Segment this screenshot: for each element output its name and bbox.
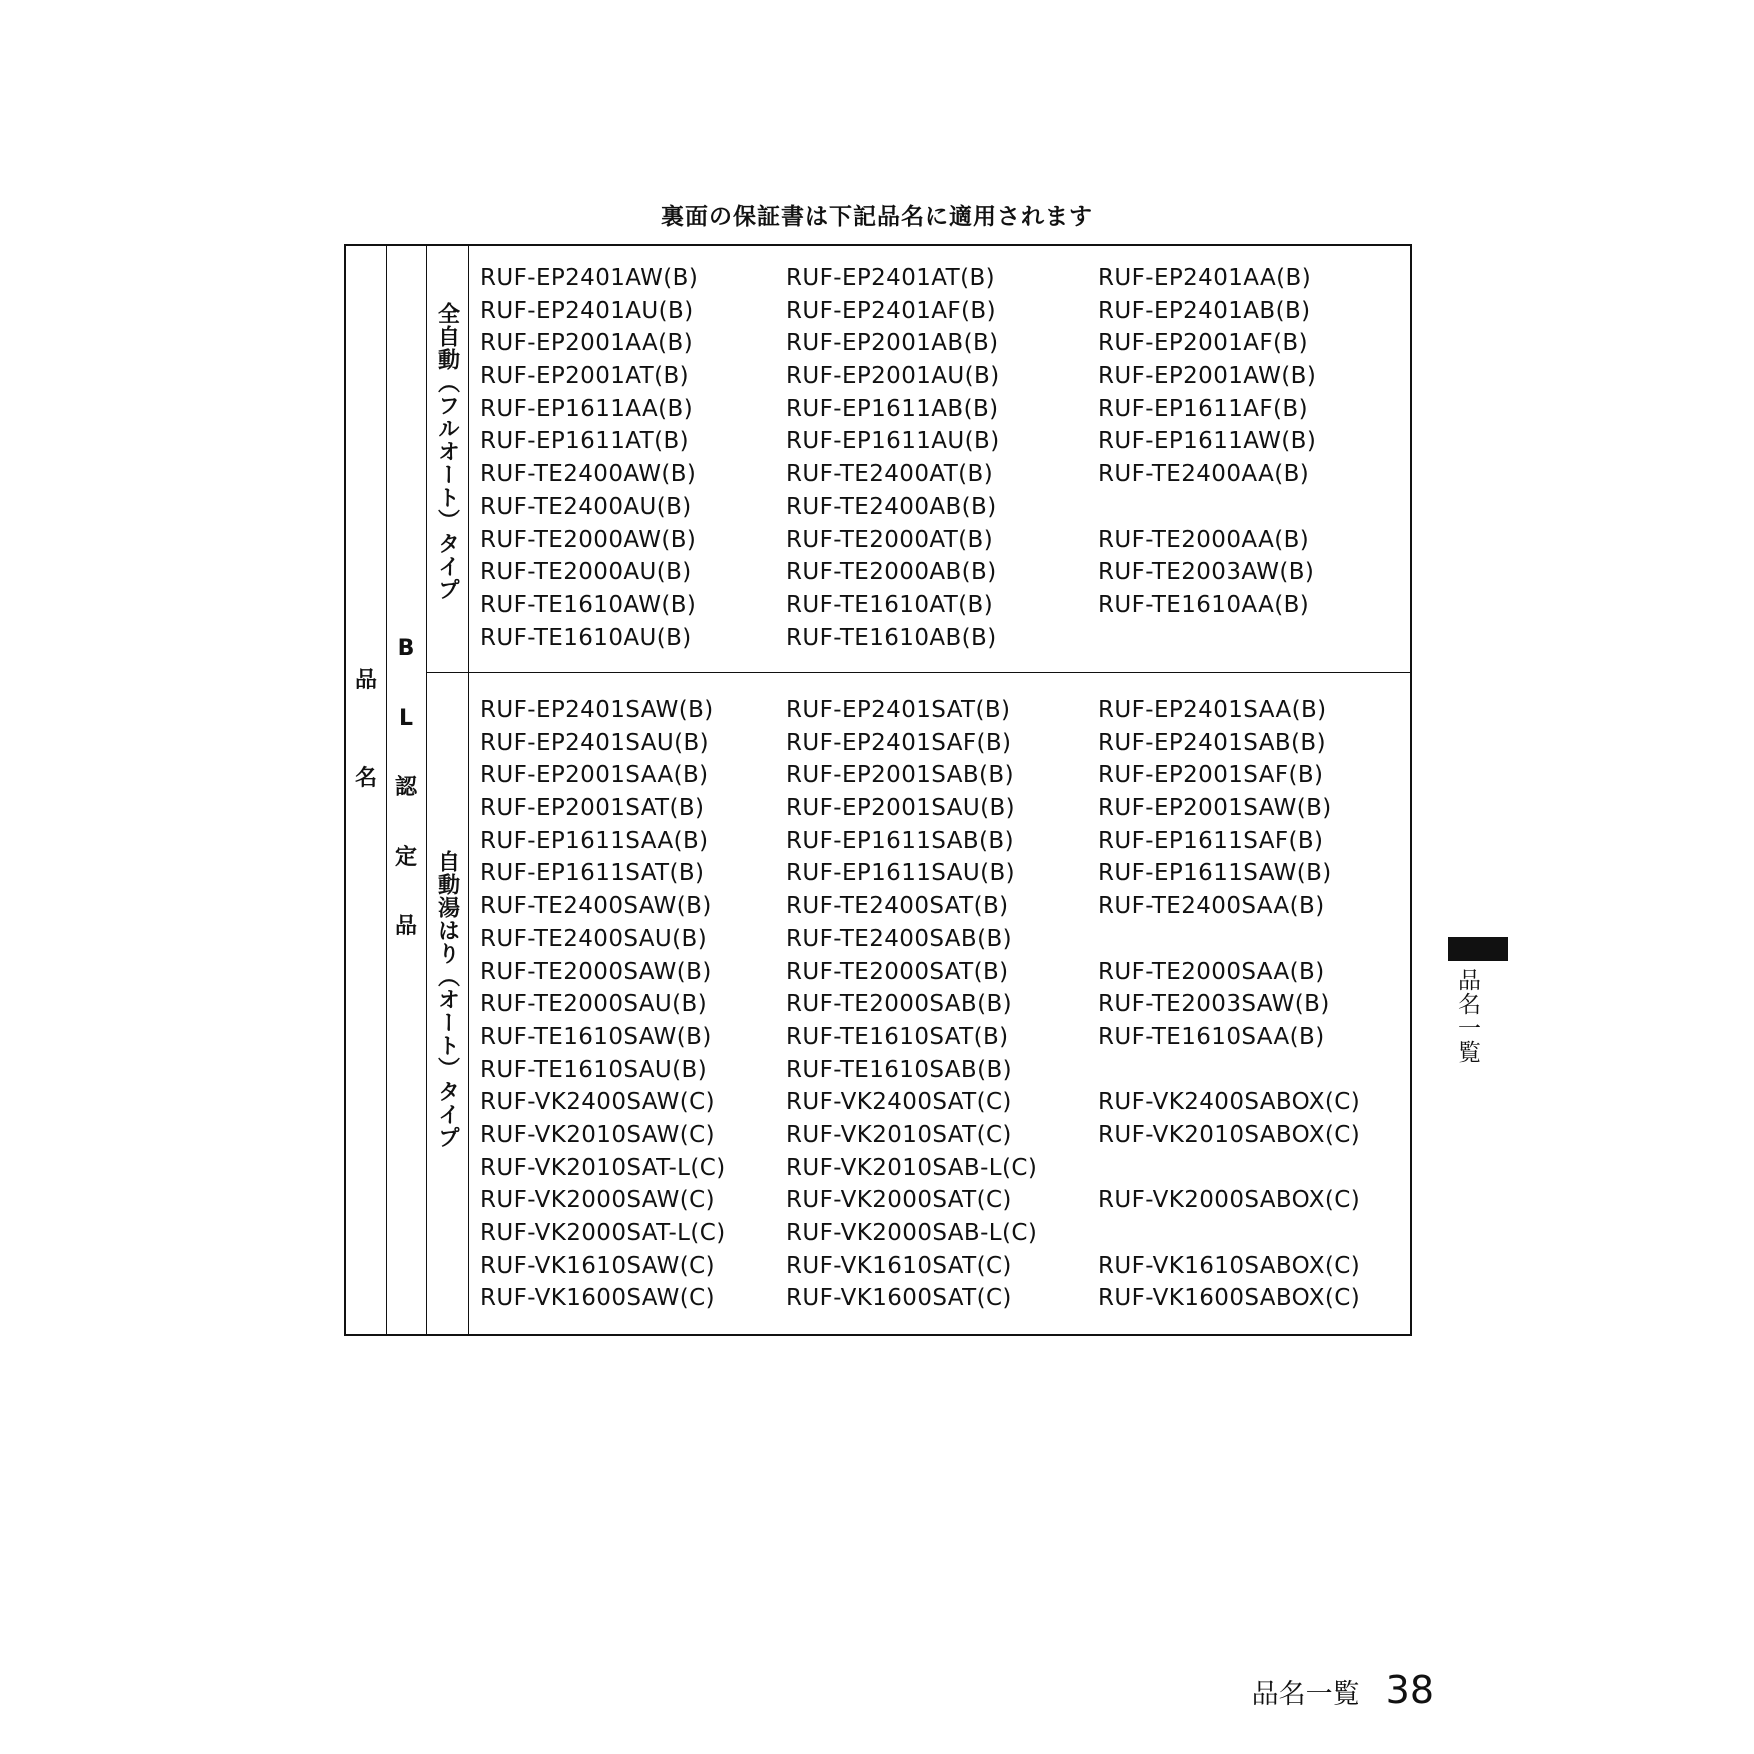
model-name: RUF-VK2400SAT(C) xyxy=(786,1089,1012,1116)
page-title: 裏面の保証書は下記品名に適用されます xyxy=(661,204,1093,230)
model-name: RUF-TE2000SAB(B) xyxy=(786,991,1013,1018)
model-name: RUF-EP1611SAA(B) xyxy=(480,827,709,854)
model-name: RUF-TE1610SAA(B) xyxy=(1098,1023,1325,1050)
bl-certified-label xyxy=(386,638,426,938)
model-name: RUF-EP2401AW(B) xyxy=(480,265,699,291)
model-name: RUF-TE2400AU(B) xyxy=(480,493,692,520)
model-name: RUF-VK2010SAT-L(C) xyxy=(480,1154,726,1181)
model-name: RUF-VK2000SAB-L(C) xyxy=(786,1220,1038,1246)
model-name: RUF-TE1610AU(B) xyxy=(480,624,692,651)
model-name: RUF-EP2001AF(B) xyxy=(1098,330,1308,357)
model-name: RUF-EP1611AA(B) xyxy=(480,395,694,422)
model-name: RUF-TE2000SAW(B) xyxy=(480,958,712,985)
type-full-auto-label: 全自動（フルオート）タイプ xyxy=(434,302,460,601)
hinmei-label xyxy=(346,670,386,790)
model-name: RUF-TE2400SAB(B) xyxy=(786,925,1013,952)
model-name: RUF-VK1600SAW(C) xyxy=(480,1285,715,1312)
model-name: RUF-TE2400SAU(B) xyxy=(480,925,708,952)
model-name: RUF-TE2003SAW(B) xyxy=(1098,991,1330,1018)
footer-section-title: 品名一覧 xyxy=(1251,1679,1360,1710)
model-name: RUF-TE1610SAT(B) xyxy=(786,1023,1009,1050)
model-name: RUF-VK2010SAB-L(C) xyxy=(786,1154,1038,1181)
model-name: RUF-TE1610SAW(B) xyxy=(480,1023,712,1050)
model-name: RUF-EP2401AF(B) xyxy=(786,297,996,324)
model-name: RUF-VK2010SAW(C) xyxy=(480,1121,715,1148)
model-name: RUF-EP1611AT(B) xyxy=(480,428,690,455)
model-name: RUF-VK1610SAW(C) xyxy=(480,1252,715,1279)
model-name: RUF-EP1611SAF(B) xyxy=(1098,827,1324,854)
model-name: RUF-VK1610SABOX(C) xyxy=(1098,1252,1361,1279)
model-name: RUF-VK2000SAT(C) xyxy=(786,1187,1012,1214)
model-name: RUF-TE2000AB(B) xyxy=(786,559,997,586)
model-name: RUF-EP1611AU(B) xyxy=(786,428,1000,455)
model-name: RUF-TE2000AU(B) xyxy=(480,559,692,586)
model-name: RUF-EP2001SAW(B) xyxy=(1098,795,1332,822)
type-auto-label: 自動湯はり（オート）タイプ xyxy=(434,850,460,1149)
model-name: RUF-EP2001AA(B) xyxy=(480,330,694,357)
model-name: RUF-VK2000SABOX(C) xyxy=(1098,1187,1361,1214)
side-index-label: 品名一覧 xyxy=(1454,968,1480,1064)
page-footer xyxy=(1252,1668,1434,1712)
hinmei-char: 名 xyxy=(354,766,377,791)
page-number: 38 xyxy=(1385,1668,1434,1712)
model-name: RUF-EP2401AB(B) xyxy=(1098,297,1311,324)
row-divider xyxy=(426,672,1410,673)
model-name: RUF-EP2401SAT(B) xyxy=(786,697,1011,723)
model-name: RUF-TE2000AT(B) xyxy=(786,526,994,553)
model-name: RUF-TE1610AW(B) xyxy=(480,591,697,618)
model-name: RUF-TE2000AW(B) xyxy=(480,526,697,553)
model-name: RUF-TE2400SAT(B) xyxy=(786,893,1009,920)
model-name: RUF-VK2000SAW(C) xyxy=(480,1187,715,1214)
model-name: RUF-TE2003AW(B) xyxy=(1098,559,1315,586)
model-name: RUF-TE2400SAA(B) xyxy=(1098,893,1325,920)
model-name: RUF-VK2010SAT(C) xyxy=(786,1121,1012,1148)
model-name: RUF-EP2401SAW(B) xyxy=(480,697,714,723)
model-name: RUF-EP1611SAT(B) xyxy=(480,860,705,887)
model-name: RUF-EP2001AW(B) xyxy=(1098,363,1317,390)
model-name: RUF-TE1610AB(B) xyxy=(786,624,997,651)
model-name: RUF-EP1611SAB(B) xyxy=(786,827,1014,854)
model-table xyxy=(344,244,1412,1336)
model-name: RUF-TE1610AA(B) xyxy=(1098,591,1310,618)
model-name: RUF-EP1611SAW(B) xyxy=(1098,860,1332,887)
model-name: RUF-EP2401AU(B) xyxy=(480,297,694,324)
model-name: RUF-TE2400AB(B) xyxy=(786,493,997,520)
model-name: RUF-TE2000SAA(B) xyxy=(1098,958,1325,985)
model-name: RUF-VK2400SABOX(C) xyxy=(1098,1089,1361,1116)
model-name: RUF-EP1611AW(B) xyxy=(1098,428,1317,455)
model-name: RUF-EP2401SAU(B) xyxy=(480,729,709,756)
model-name: RUF-EP2401AA(B) xyxy=(1098,265,1312,291)
bl-char: 定 xyxy=(394,844,417,870)
bl-char: B xyxy=(397,636,415,661)
side-index-tab xyxy=(1448,937,1508,961)
hinmei-char: 品 xyxy=(354,668,377,693)
model-name: RUF-TE1610SAB(B) xyxy=(786,1056,1013,1083)
model-name: RUF-TE1610SAU(B) xyxy=(480,1056,708,1083)
model-name: RUF-TE2000AA(B) xyxy=(1098,526,1310,553)
model-name: RUF-EP2001SAU(B) xyxy=(786,795,1015,822)
model-name: RUF-VK1600SAT(C) xyxy=(786,1285,1012,1312)
model-name: RUF-TE1610AT(B) xyxy=(786,591,994,618)
model-name: RUF-VK1600SABOX(C) xyxy=(1098,1285,1361,1312)
model-name: RUF-VK2010SABOX(C) xyxy=(1098,1121,1361,1148)
model-name: RUF-EP1611SAU(B) xyxy=(786,860,1015,887)
model-name: RUF-TE2400AA(B) xyxy=(1098,461,1310,488)
model-name: RUF-EP2001SAA(B) xyxy=(480,762,709,789)
model-name: RUF-EP2001SAT(B) xyxy=(480,795,705,822)
model-name: RUF-EP1611AB(B) xyxy=(786,395,999,422)
bl-char: 品 xyxy=(394,914,417,939)
model-name: RUF-EP2001AU(B) xyxy=(786,363,1000,390)
bl-char: L xyxy=(398,705,414,731)
model-name: RUF-EP2001AB(B) xyxy=(786,330,999,357)
model-name: RUF-EP2401SAA(B) xyxy=(1098,697,1327,723)
model-name: RUF-EP1611AF(B) xyxy=(1098,395,1308,422)
model-name: RUF-VK1610SAT(C) xyxy=(786,1252,1012,1279)
model-name: RUF-EP2401AT(B) xyxy=(786,265,996,291)
model-name: RUF-TE2000SAU(B) xyxy=(480,991,708,1018)
model-name: RUF-EP2001AT(B) xyxy=(480,363,690,390)
model-name: RUF-TE2000SAT(B) xyxy=(786,958,1009,985)
model-name: RUF-EP2001SAF(B) xyxy=(1098,762,1324,789)
model-name: RUF-VK2400SAW(C) xyxy=(480,1089,715,1116)
model-name: RUF-VK2000SAT-L(C) xyxy=(480,1220,726,1246)
model-name: RUF-TE2400AT(B) xyxy=(786,461,994,488)
model-name: RUF-EP2401SAF(B) xyxy=(786,729,1012,756)
col-divider xyxy=(468,246,469,1334)
model-name: RUF-TE2400SAW(B) xyxy=(480,893,712,920)
model-name: RUF-TE2400AW(B) xyxy=(480,461,697,488)
bl-char: 認 xyxy=(394,775,417,800)
model-name: RUF-EP2401SAB(B) xyxy=(1098,729,1326,756)
model-name: RUF-EP2001SAB(B) xyxy=(786,762,1014,789)
